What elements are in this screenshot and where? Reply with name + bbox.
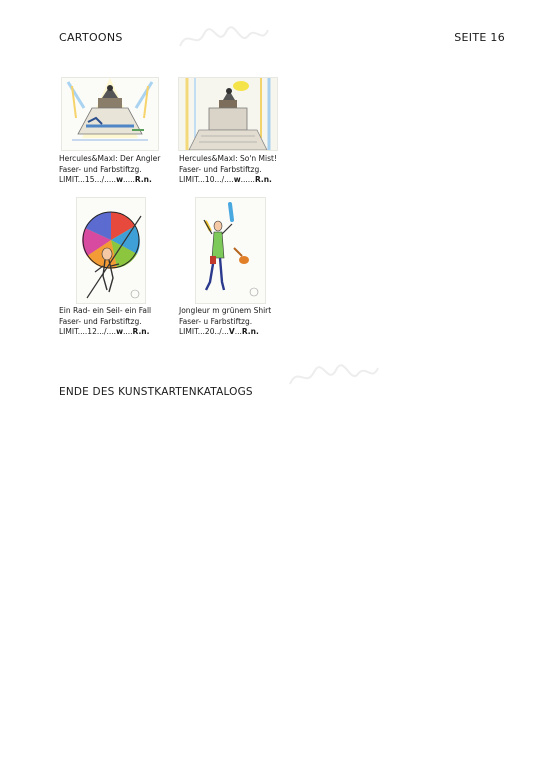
limit-mark: w xyxy=(116,327,123,336)
angler-drawing xyxy=(62,78,158,150)
artwork-title: Hercules&Maxl: So'n Mist! xyxy=(179,154,277,163)
limit-prefix: LIMIT...15.../..... xyxy=(59,175,117,184)
so-n-mist-drawing xyxy=(179,78,277,150)
section-title: CARTOONS xyxy=(59,31,123,44)
limit-prefix: LIMIT...20../... xyxy=(179,327,229,336)
limit-mid: ..... xyxy=(123,175,135,184)
limit-mark: V xyxy=(228,327,235,336)
artwork-image-jongleur[interactable] xyxy=(196,198,265,303)
jongleur-drawing xyxy=(196,198,265,303)
limit-tag: R.n. xyxy=(132,327,150,336)
artwork-image-so-n-mist[interactable] xyxy=(179,78,277,150)
limit-prefix: LIMIT....12.../.... xyxy=(59,327,117,336)
artwork-title: Hercules&Maxl: Der Angler xyxy=(59,154,161,163)
artwork-caption-2 xyxy=(179,154,277,186)
limit-mid: .... xyxy=(123,327,133,336)
catalog-end-note: ENDE DES KUNSTKARTENKATALOGS xyxy=(59,386,253,398)
artwork-caption-1 xyxy=(59,154,160,186)
artwork-medium: Faser- und Farbstiftzg. xyxy=(59,316,142,326)
artwork-title: Jongleur m grünem Shirt xyxy=(179,306,272,315)
limit-tag: R.n. xyxy=(254,175,272,184)
signature-watermark-top xyxy=(176,24,272,54)
artwork-image-rad-seil-fall[interactable] xyxy=(77,198,145,303)
limit-mark: w xyxy=(116,175,123,184)
artwork-medium: Faser- und Farbstiftzg. xyxy=(179,164,262,174)
limit-tag: R.n. xyxy=(241,327,259,336)
artwork-medium: Faser- u Farbstiftzg. xyxy=(179,316,253,326)
artwork-caption-3 xyxy=(59,306,151,338)
limit-tag: R.n. xyxy=(134,175,152,184)
artwork-limit xyxy=(59,327,151,338)
artwork-limit xyxy=(179,175,277,186)
limit-mid: ...... xyxy=(240,175,255,184)
page-number: SEITE 16 xyxy=(454,31,505,44)
artwork-title: Ein Rad- ein Seil- ein Fall xyxy=(59,306,152,315)
artwork-caption-4 xyxy=(179,306,271,338)
rad-seil-fall-drawing xyxy=(77,198,145,303)
artwork-image-angler[interactable] xyxy=(62,78,158,150)
artwork-limit xyxy=(59,175,160,186)
artwork-medium: Faser- und Farbstiftzg. xyxy=(59,164,142,174)
signature-watermark-bottom xyxy=(286,362,382,392)
artwork-limit xyxy=(179,327,271,338)
limit-prefix: LIMIT...10.../.... xyxy=(179,175,234,184)
limit-mark: w xyxy=(233,175,241,184)
limit-mid: ... xyxy=(234,327,242,336)
